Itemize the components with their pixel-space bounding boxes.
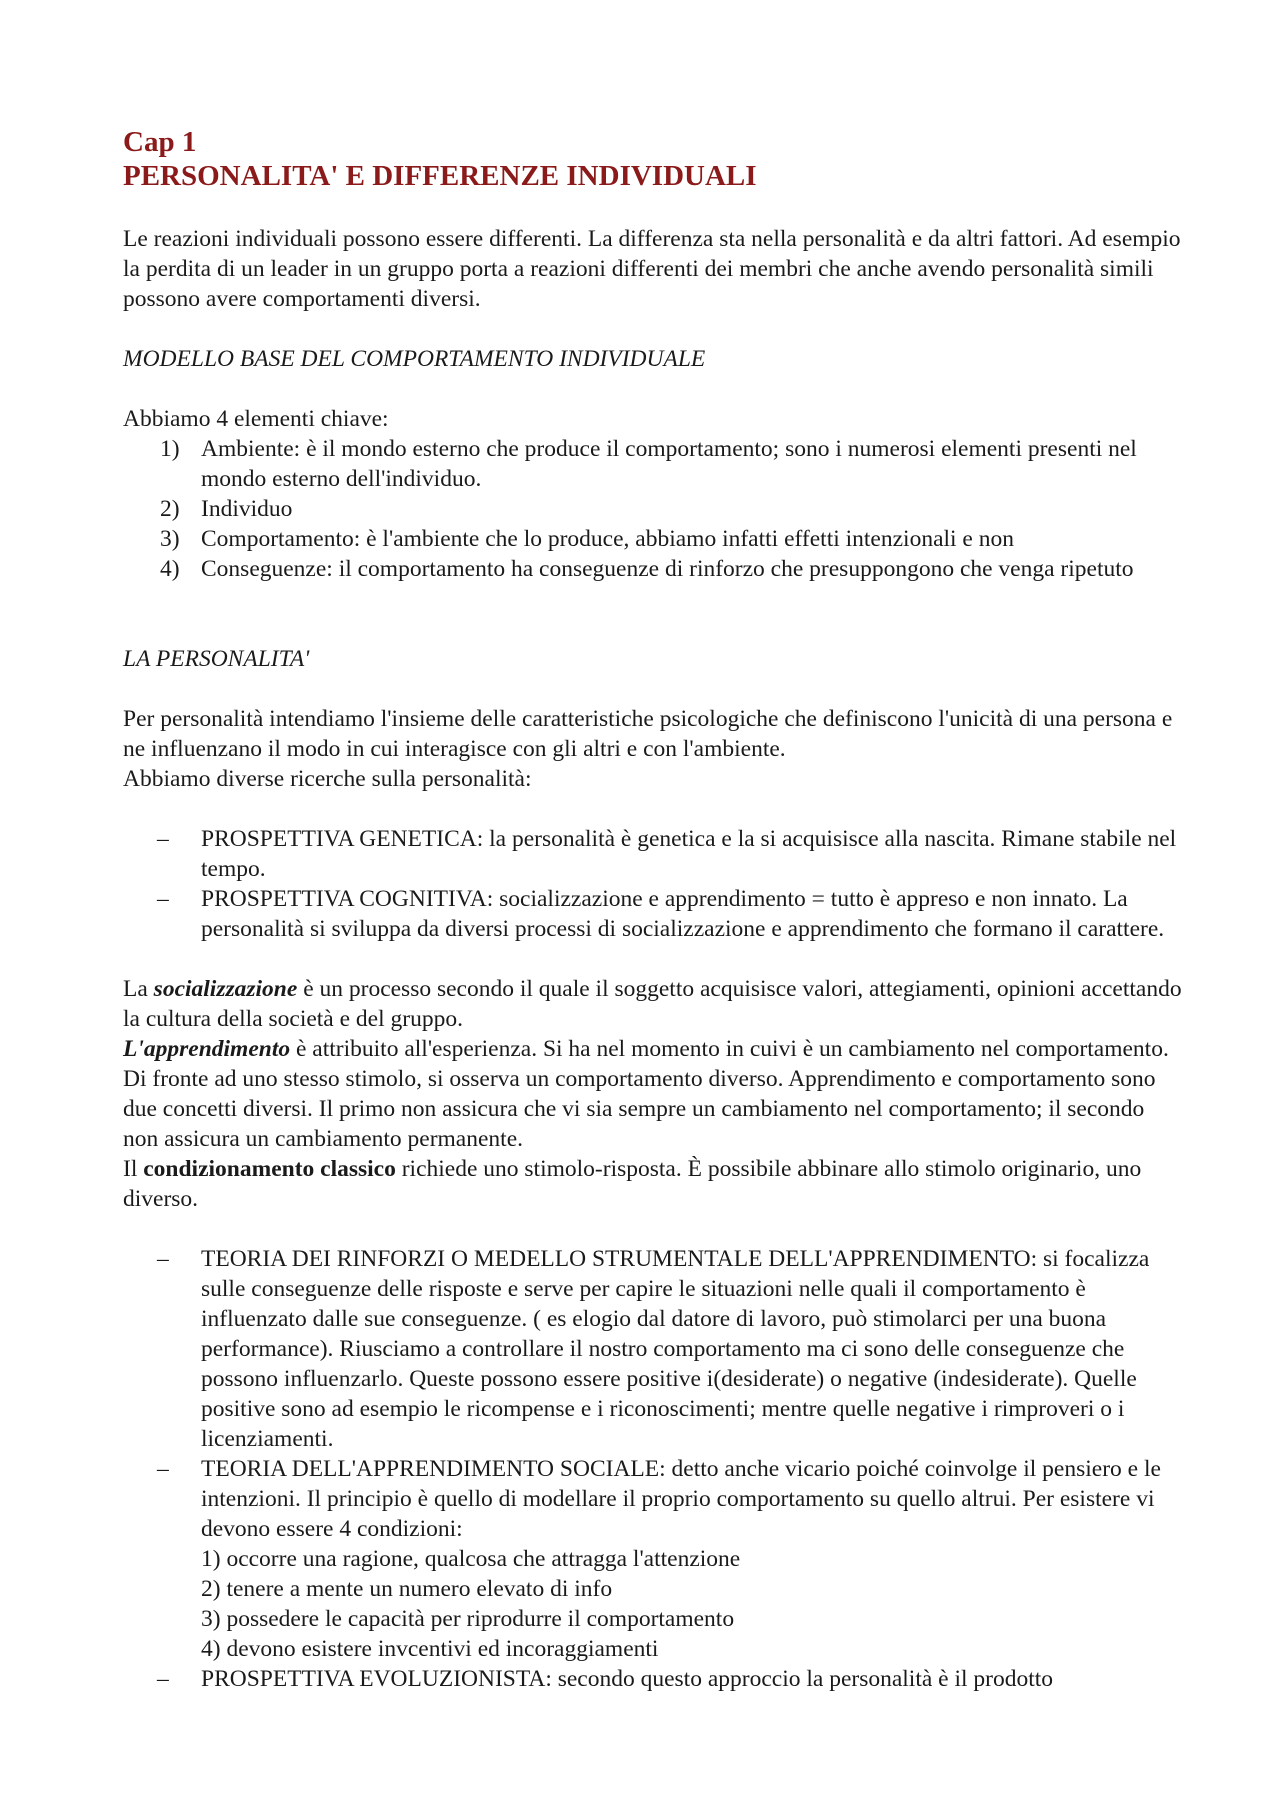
list-number: 4): [160, 556, 180, 582]
list-text: PROSPETTIVA COGNITIVA: socializzazione e apprendimento = tutto è appreso e non innato. La personalità si sviluppa da diversi processi di socializzazione e apprendimento che formano il carattere.: [201, 886, 1165, 942]
intro-paragraph: Le reazioni individuali possono essere differenti. La differenza sta nella personalità e da altri fattori. Ad esempio la perdita di un leader in un gruppo porta a reazioni differenti dei membri che anche avendo personalità simili possono avere comportamenti diversi.: [123, 226, 1181, 312]
section-heading-personalita: LA PERSONALITA': [123, 646, 310, 672]
list-text: Individuo: [201, 496, 293, 522]
elements-lead: Abbiamo 4 elementi chiave:: [123, 406, 389, 432]
list-text: Ambiente: è il mondo esterno che produce il comportamento; sono i numerosi elementi presenti nel mondo esterno dell'individuo.: [201, 436, 1137, 492]
condition-item: 3) possedere le capacità per riprodurre il comportamento: [201, 1606, 735, 1632]
key-elements-list: [123, 434, 1183, 584]
dash-bullet: –: [157, 1456, 169, 1482]
chapter-heading: [123, 125, 757, 193]
dash-bullet: –: [157, 886, 169, 912]
list-text: PROSPETTIVA EVOLUZIONISTA: secondo questo approccio la personalità è il prodotto: [201, 1666, 1054, 1692]
condition-item: 1) occorre una ragione, qualcosa che attragga l'attenzione: [201, 1546, 741, 1572]
research-lead: Abbiamo diverse ricerche sulla personalità:: [123, 766, 532, 792]
list-text: TEORIA DEI RINFORZI O MEDELLO STRUMENTALE DELL'APPRENDIMENTO: si focalizza sulle conseguenze delle risposte e serve per capire le situazioni nelle quali il comportamento è influenzato dalle sue conseguenze. ( es elogio dal datore di lavoro, può stimolarci per una buona performance). Riusciamo a controllare il nostro comportamento ma ci sono delle conseguenze che possono influenzarlo. Queste possono essere positive i(desiderate) o negative (indesiderate). Quelle positive sono ad esempio le ricompense e i riconoscimenti; mentre quelle negative i rimproveri o i licenziamenti.: [201, 1246, 1150, 1452]
theories-list: [123, 1244, 1183, 1694]
list-item: [123, 1664, 1183, 1694]
term-socializzazione: socializzazione: [153, 976, 298, 1002]
list-number: 3): [160, 526, 180, 552]
section-heading-modello: MODELLO BASE DEL COMPORTAMENTO INDIVIDUALE: [123, 346, 706, 372]
list-item: [123, 1244, 1183, 1454]
perspectives-list: [123, 824, 1183, 944]
list-item: [123, 554, 1183, 584]
list-text: TEORIA DELL'APPRENDIMENTO SOCIALE: detto anche vicario poiché coinvolge il pensiero e le intenzioni. Il principio è quello di modellare il proprio comportamento su quello altrui. Per esistere vi devono essere 4 condizioni:: [201, 1456, 1161, 1542]
conditioning-post: richiede uno stimolo-risposta. È possibile abbinare allo stimolo originario, uno diverso.: [123, 1156, 1142, 1212]
social-pre: La: [123, 976, 154, 1002]
social-post: è un processo secondo il quale il soggetto acquisisce valori, attegiamenti, opinioni accettando la cultura della società e del gruppo.: [123, 976, 1182, 1032]
list-item: [123, 494, 1183, 524]
chapter-title: PERSONALITA' E DIFFERENZE INDIVIDUALI: [123, 160, 757, 192]
learning-post: è attribuito all'esperienza. Si ha nel momento in cuivi è un cambiamento nel comportamento. Di fronte ad uno stesso stimolo, si osserva un comportamento diverso. Apprendimento e comportamento sono due concetti diversi. Il primo non assicura che vi sia sempre un cambiamento nel comportamento; il secondo non assicura un cambiamento permanente.: [123, 1036, 1169, 1152]
list-item: [123, 884, 1183, 944]
list-number: 2): [160, 496, 180, 522]
term-apprendimento: L'apprendimento: [123, 1036, 291, 1062]
definition-text: Per personalità intendiamo l'insieme delle caratteristiche psicologiche che definiscono l'unicità di una persona e ne influenzano il modo in cui interagisce con gli altri e con l'ambiente.: [123, 706, 1173, 762]
condition-item: 2) tenere a mente un numero elevato di info: [201, 1576, 613, 1602]
list-text: Comportamento: è l'ambiente che lo produce, abbiamo infatti effetti intenzionali e non: [201, 526, 1014, 552]
learning-paragraph: [123, 974, 1183, 1214]
conditioning-pre: Il: [123, 1156, 144, 1182]
list-item: [123, 524, 1183, 554]
chapter-number: Cap 1: [123, 126, 197, 158]
list-number: 1): [160, 436, 180, 462]
list-text: PROSPETTIVA GENETICA: la personalità è genetica e la si acquisisce alla nascita. Rimane stabile nel tempo.: [201, 826, 1177, 882]
definition-paragraph: [123, 704, 1183, 794]
term-condizionamento: condizionamento classico: [143, 1156, 396, 1182]
condition-item: 4) devono esistere invcentivi ed incoraggiamenti: [201, 1636, 659, 1662]
list-item: [123, 1454, 1183, 1664]
dash-bullet: –: [157, 826, 169, 852]
list-item: [123, 434, 1183, 494]
list-text: Conseguenze: il comportamento ha conseguenze di rinforzo che presuppongono che venga ripetuto: [201, 556, 1134, 582]
dash-bullet: –: [157, 1246, 169, 1272]
list-item: [123, 824, 1183, 884]
dash-bullet: –: [157, 1666, 169, 1692]
conditions-list: [201, 1544, 1183, 1664]
